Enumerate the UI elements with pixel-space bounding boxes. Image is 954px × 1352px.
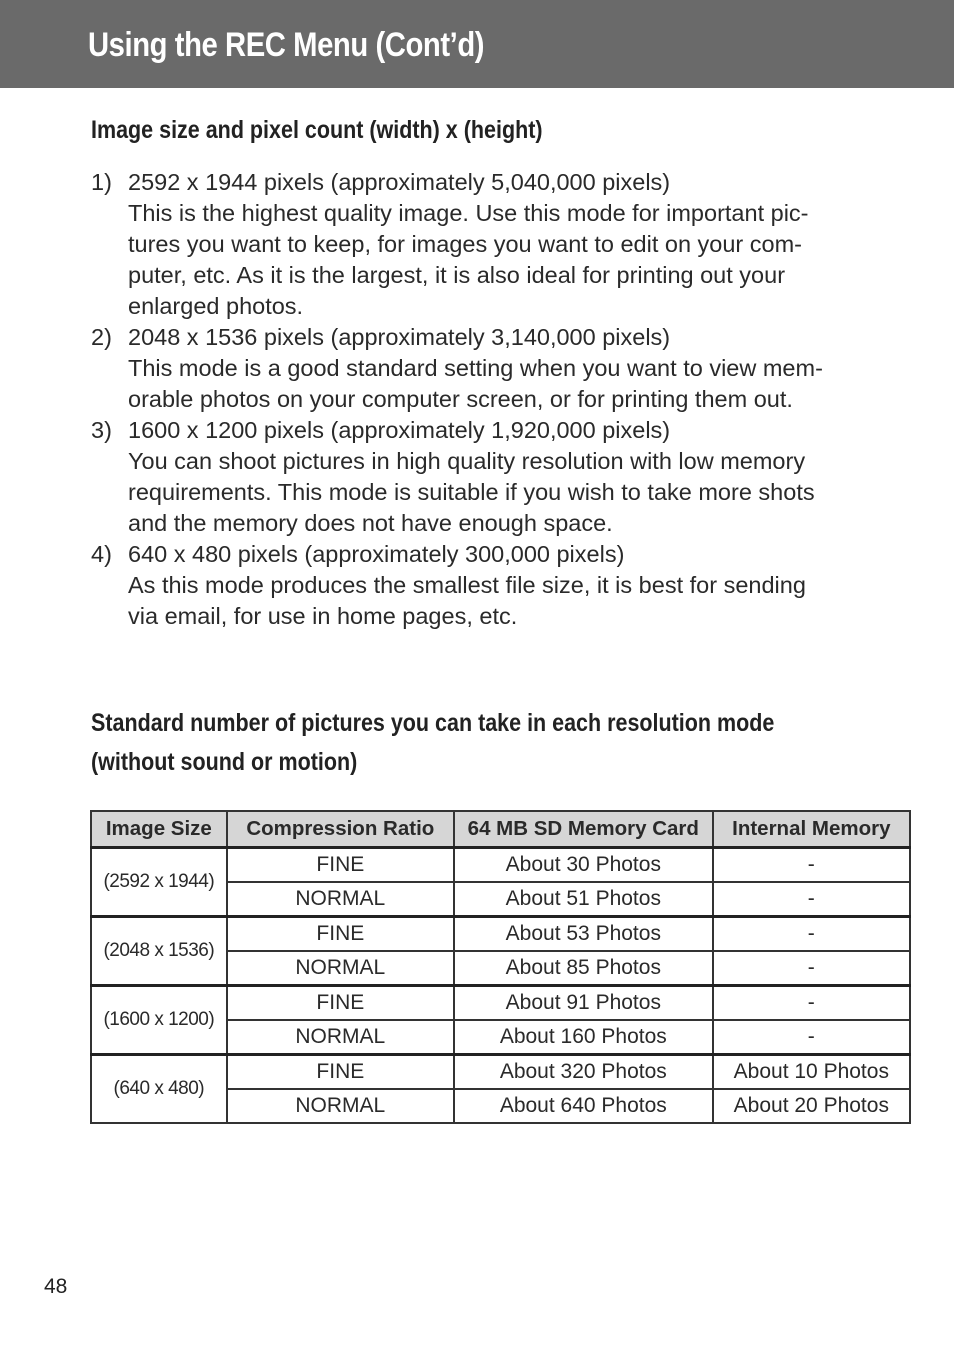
- column-header-image-size: Image Size: [91, 811, 227, 848]
- list-item-body: [128, 415, 911, 539]
- image-size-cell: (640 x 480): [91, 1055, 227, 1124]
- list-item-description-line: This is the highest quality image. Use this mode for important pic-: [128, 200, 809, 226]
- internal-memory-count-cell: -: [713, 986, 910, 1021]
- compression-ratio-cell: NORMAL: [227, 1089, 454, 1123]
- list-item: [91, 322, 911, 415]
- list-item-description-line: orable photos on your computer screen, or for printing them out.: [128, 386, 793, 412]
- table-row: [91, 986, 910, 1021]
- table-row: [91, 848, 910, 883]
- list-item-resolution: 640 x 480 pixels (approximately 300,000 pixels): [128, 541, 625, 567]
- list-item: [91, 415, 911, 539]
- compression-ratio-cell: NORMAL: [227, 882, 454, 917]
- list-item-number: 3): [91, 417, 112, 443]
- list-item-resolution: 2592 x 1944 pixels (approximately 5,040,000 pixels): [128, 169, 671, 195]
- compression-ratio-cell: FINE: [227, 1055, 454, 1090]
- list-item-number: 1): [91, 169, 112, 195]
- internal-memory-count-cell: About 10 Photos: [713, 1055, 910, 1090]
- list-item-description-line: puter, etc. As it is the largest, it is also ideal for printing out your: [128, 262, 786, 288]
- sd-card-count-cell: About 320 Photos: [454, 1055, 713, 1090]
- page-number: 48: [44, 1275, 68, 1298]
- column-header-internal-memory: Internal Memory: [713, 811, 910, 848]
- table-header-row: [91, 811, 910, 848]
- internal-memory-count-cell: About 20 Photos: [713, 1089, 910, 1123]
- sd-card-count-cell: About 160 Photos: [454, 1020, 713, 1055]
- list-item-number: 2): [91, 324, 112, 350]
- internal-memory-count-cell: -: [713, 1020, 910, 1055]
- section-heading-line: Standard number of pictures you can take in each resolution mode: [91, 709, 775, 737]
- list-item-number: 4): [91, 541, 112, 567]
- list-item-resolution: 2048 x 1536 pixels (approximately 3,140,000 pixels): [128, 324, 671, 350]
- sd-card-count-cell: About 91 Photos: [454, 986, 713, 1021]
- sd-card-count-cell: About 640 Photos: [454, 1089, 713, 1123]
- list-item-description-line: tures you want to keep, for images you want to edit on your com-: [128, 231, 803, 257]
- list-item-resolution: 1600 x 1200 pixels (approximately 1,920,000 pixels): [128, 417, 671, 443]
- sd-card-count-cell: About 30 Photos: [454, 848, 713, 883]
- list-item-description-line: As this mode produces the smallest file size, it is best for sending: [128, 572, 806, 598]
- compression-ratio-cell: NORMAL: [227, 951, 454, 986]
- list-item-description-line: via email, for use in home pages, etc.: [128, 603, 518, 629]
- compression-ratio-cell: FINE: [227, 917, 454, 952]
- list-item-body: [128, 167, 911, 322]
- sd-card-count-cell: About 53 Photos: [454, 917, 713, 952]
- sd-card-count-cell: About 51 Photos: [454, 882, 713, 917]
- image-size-cell: (2592 x 1944): [91, 848, 227, 917]
- list-item-description-line: enlarged photos.: [128, 293, 304, 319]
- image-size-cell: (2048 x 1536): [91, 917, 227, 986]
- list-item-description-line: and the memory does not have enough space.: [128, 510, 613, 536]
- list-item-body: [128, 539, 911, 632]
- sd-card-count-cell: About 85 Photos: [454, 951, 713, 986]
- table-row: [91, 917, 910, 952]
- column-header-compression-ratio: Compression Ratio: [227, 811, 454, 848]
- section-heading-picture-count: [91, 704, 774, 782]
- list-item-body: [128, 322, 911, 415]
- list-item-description-line: This mode is a good standard setting when you want to view mem-: [128, 355, 823, 381]
- compression-ratio-cell: FINE: [227, 848, 454, 883]
- image-size-cell: (1600 x 1200): [91, 986, 227, 1055]
- list-item: [91, 539, 911, 632]
- picture-count-table: [90, 810, 911, 1124]
- section-heading-image-size: Image size and pixel count (width) x (height): [91, 116, 543, 144]
- list-item-description-line: You can shoot pictures in high quality resolution with low memory: [128, 448, 806, 474]
- page-title: Using the REC Menu (Cont’d): [88, 26, 485, 64]
- image-size-list: [91, 167, 911, 632]
- internal-memory-count-cell: -: [713, 848, 910, 883]
- list-item-description-line: requirements. This mode is suitable if you wish to take more shots: [128, 479, 815, 505]
- list-item: [91, 167, 911, 322]
- internal-memory-count-cell: -: [713, 882, 910, 917]
- internal-memory-count-cell: -: [713, 951, 910, 986]
- header-bar: [0, 0, 954, 88]
- compression-ratio-cell: FINE: [227, 986, 454, 1021]
- internal-memory-count-cell: -: [713, 917, 910, 952]
- table-row: [91, 1055, 910, 1090]
- compression-ratio-cell: NORMAL: [227, 1020, 454, 1055]
- section-heading-line: (without sound or motion): [91, 748, 358, 776]
- column-header-sd-card: 64 MB SD Memory Card: [454, 811, 713, 848]
